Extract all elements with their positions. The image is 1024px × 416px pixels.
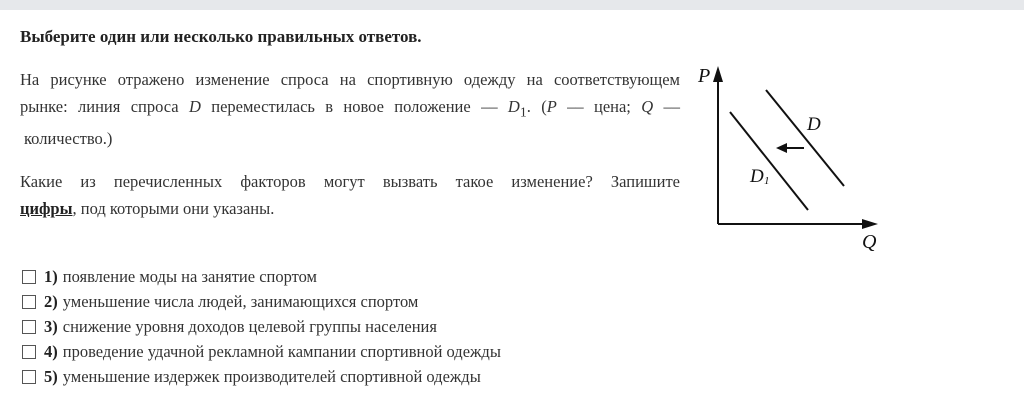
instruction-text: Выберите один или несколько правильных ответов. bbox=[20, 27, 422, 46]
option-2[interactable] bbox=[22, 289, 501, 314]
option-number: 3) bbox=[44, 316, 58, 336]
task-line-2: цифры, под которыми они указаны. bbox=[20, 199, 275, 218]
checkbox-option-5[interactable] bbox=[22, 370, 36, 384]
option-number: 5) bbox=[44, 366, 58, 386]
checkbox-option-1[interactable] bbox=[22, 270, 36, 284]
curve-d-label: D bbox=[807, 114, 821, 135]
option-4[interactable] bbox=[22, 339, 501, 364]
option-number: 4) bbox=[44, 341, 58, 361]
option-text: появление моды на занятие спортом bbox=[62, 266, 318, 286]
option-text: снижение уровня доходов целевой группы населения bbox=[62, 316, 437, 336]
checkbox-option-2[interactable] bbox=[22, 295, 36, 309]
option-number: 2) bbox=[44, 291, 58, 311]
y-axis-arrow-icon bbox=[713, 66, 723, 82]
checkbox-option-4[interactable] bbox=[22, 345, 36, 359]
curve-d1-label: D bbox=[750, 166, 764, 187]
option-3[interactable] bbox=[22, 314, 501, 339]
demand-shift-graph bbox=[690, 60, 890, 260]
option-text: проведение удачной рекламной кампании спортивной одежды bbox=[62, 341, 501, 361]
y-axis-label: P bbox=[698, 65, 711, 87]
x-axis-arrow-icon bbox=[862, 219, 878, 229]
option-number: 1) bbox=[44, 266, 58, 286]
option-text: уменьшение издержек производителей спортивной одежды bbox=[62, 366, 481, 386]
question-line-3: количество.) bbox=[24, 129, 113, 149]
shift-arrow-icon bbox=[776, 143, 787, 153]
x-axis-label: Q bbox=[862, 231, 877, 253]
question-line-1: На рисунке отражено изменение спроса на спортивную одежду на соответствующем bbox=[20, 70, 680, 89]
task-line-1: Какие из перечисленных факторов могут вызвать такое изменение? Запишите bbox=[20, 172, 680, 191]
option-text: уменьшение числа людей, занимающихся спортом bbox=[62, 291, 419, 311]
top-bar bbox=[0, 0, 1024, 10]
answer-options bbox=[22, 264, 501, 389]
task-text bbox=[20, 168, 680, 222]
checkbox-option-3[interactable] bbox=[22, 320, 36, 334]
question-line-2: рынке: линия спроса D переместилась в новое положение –– $D_1$. (P –– цена; Q –– bbox=[20, 97, 681, 120]
question-text bbox=[20, 66, 680, 152]
option-5[interactable] bbox=[22, 364, 501, 389]
curve-d1-subscript: 1 bbox=[764, 175, 770, 187]
option-1[interactable] bbox=[22, 264, 501, 289]
